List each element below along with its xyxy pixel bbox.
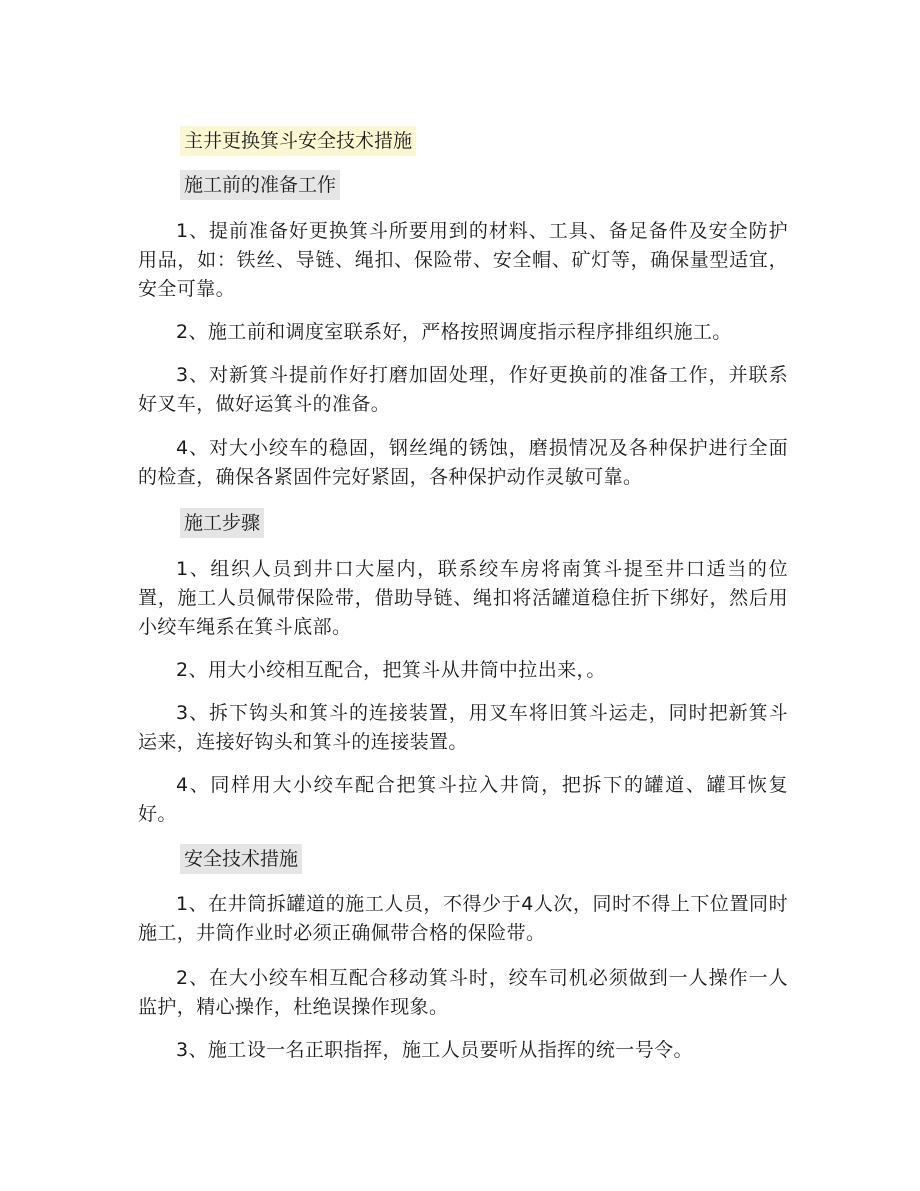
paragraph: 1、在井筒拆罐道的施工人员，不得少于4人次，同时不得上下位置同时施工，井筒作业时必须正确佩带合格的保险带。 xyxy=(138,893,788,944)
paragraph: 3、拆下钩头和箕斗的连接装置，用叉车将旧箕斗运走，同时把新箕斗运来，连接好钩头和箕斗的连接装置。 xyxy=(138,702,788,753)
paragraph: 3、对新箕斗提前作好打磨加固处理，作好更换前的准备工作，并联系好叉车，做好运箕斗的准备。 xyxy=(138,364,788,415)
paragraph: 4、同样用大小绞车配合把箕斗拉入井筒，把拆下的罐道、罐耳恢复好。 xyxy=(138,774,788,825)
paragraph: 2、施工前和调度室联系好，严格按照调度指示程序排组织施工。 xyxy=(176,321,732,343)
paragraph: 4、对大小绞车的稳固，钢丝绳的锈蚀，磨损情况及各种保护进行全面的检查，确保各紧固件完好紧固，各种保护动作灵敏可靠。 xyxy=(138,437,788,488)
document-title: 主井更换箕斗安全技术措施 xyxy=(180,126,416,156)
section-heading-preparation: 施工前的准备工作 xyxy=(180,170,340,200)
section-heading-safety: 安全技术措施 xyxy=(180,844,302,874)
paragraph: 1、提前准备好更换箕斗所要用到的材料、工具、备足备件及安全防护用品，如：铁丝、导链、绳扣、保险带、安全帽、矿灯等，确保量型适宜，安全可靠。 xyxy=(138,220,788,300)
section-heading-steps: 施工步骤 xyxy=(180,508,264,538)
paragraph: 2、用大小绞相互配合，把箕斗从井筒中拉出来，。 xyxy=(176,659,606,681)
paragraph: 3、施工设一名正职指挥，施工人员要听从指挥的统一号令。 xyxy=(176,1039,693,1061)
paragraph: 1、组织人员到井口大屋内，联系绞车房将南箕斗提至井口适当的位置，施工人员佩带保险带，借助导链、绳扣将活罐道稳住折下绑好，然后用小绞车绳系在箕斗底部。 xyxy=(138,558,788,638)
paragraph: 2、在大小绞车相互配合移动箕斗时，绞车司机必须做到一人操作一人监护，精心操作，杜绝误操作现象。 xyxy=(138,967,788,1018)
